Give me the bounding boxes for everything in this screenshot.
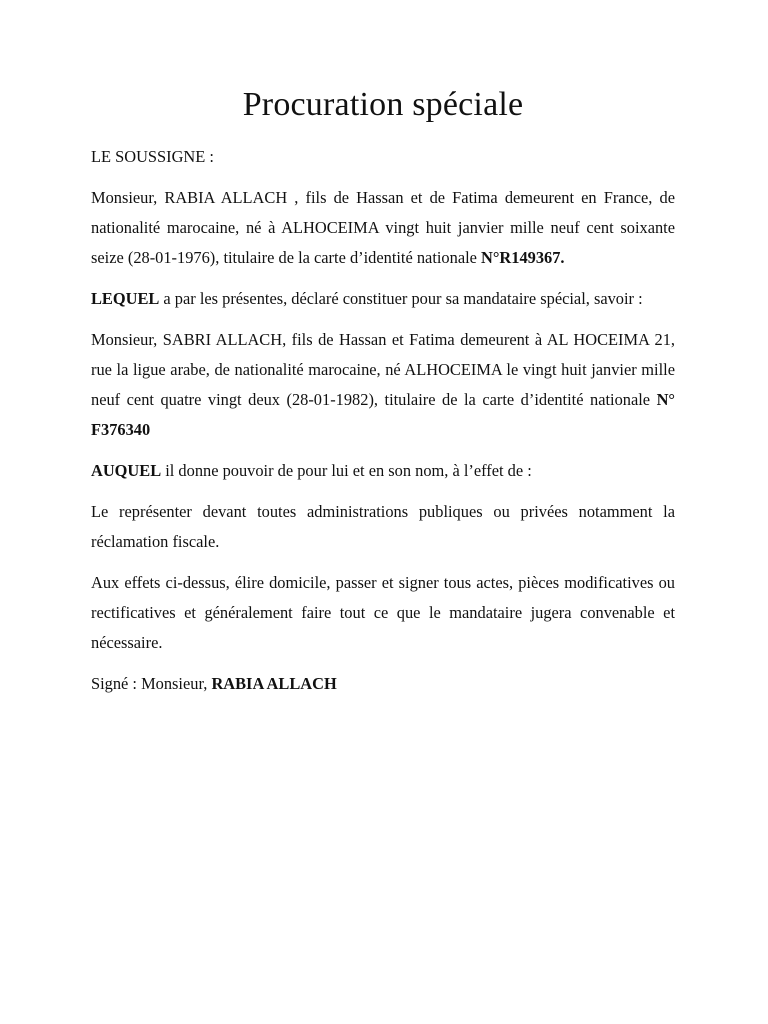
auquel-text: il donne pouvoir de pour lui et en son nom, à l’effet de : [161, 461, 532, 480]
lequel-paragraph [91, 284, 675, 314]
mandant-text: Monsieur, RABIA ALLACH , fils de Hassan et de Fatima demeurent en France, de nationalité marocaine, né à ALHOCEIMA vingt huit janvier mille neuf cent soixante seize (28-01-1976), titulaire de la carte d’identité nationale [91, 188, 675, 267]
mandataire-cin: N° F376340 [91, 390, 675, 439]
soussigne-heading: LE SOUSSIGNE : [91, 147, 214, 166]
effets-paragraph: Aux effets ci-dessus, élire domicile, passer et signer tous actes, pièces modificatives ou rectificatives et généralement faire tout ce que le mandataire jugera convenable et nécessaire. [91, 573, 675, 652]
document-page [91, 86, 675, 699]
mandataire-paragraph [91, 325, 675, 445]
auquel-paragraph [91, 456, 675, 486]
document-title: Procuration spéciale [242, 86, 524, 123]
mandant-paragraph [91, 183, 675, 273]
lequel-text: a par les présentes, déclaré constituer pour sa mandataire spécial, savoir : [159, 289, 643, 308]
signature-label: Signé : Monsieur, [91, 674, 212, 693]
representation-paragraph: Le représenter devant toutes administrations publiques ou privées notamment la réclamation fiscale. [91, 502, 675, 551]
auquel-keyword: AUQUEL [91, 461, 162, 480]
mandant-cin: N°R149367. [481, 248, 565, 267]
signature-name: RABIA ALLACH [211, 674, 337, 693]
mandataire-text: Monsieur, SABRI ALLACH, fils de Hassan et Fatima demeurent à AL HOCEIMA 21, rue la ligue arabe, de nationalité marocaine, né ALHOCEIMA le vingt huit janvier mille neuf cent quatre vingt deux (28-01-1982), titulaire de la carte d’identité nationale [91, 330, 675, 409]
lequel-keyword: LEQUEL [91, 289, 160, 308]
signature-line [91, 669, 675, 699]
